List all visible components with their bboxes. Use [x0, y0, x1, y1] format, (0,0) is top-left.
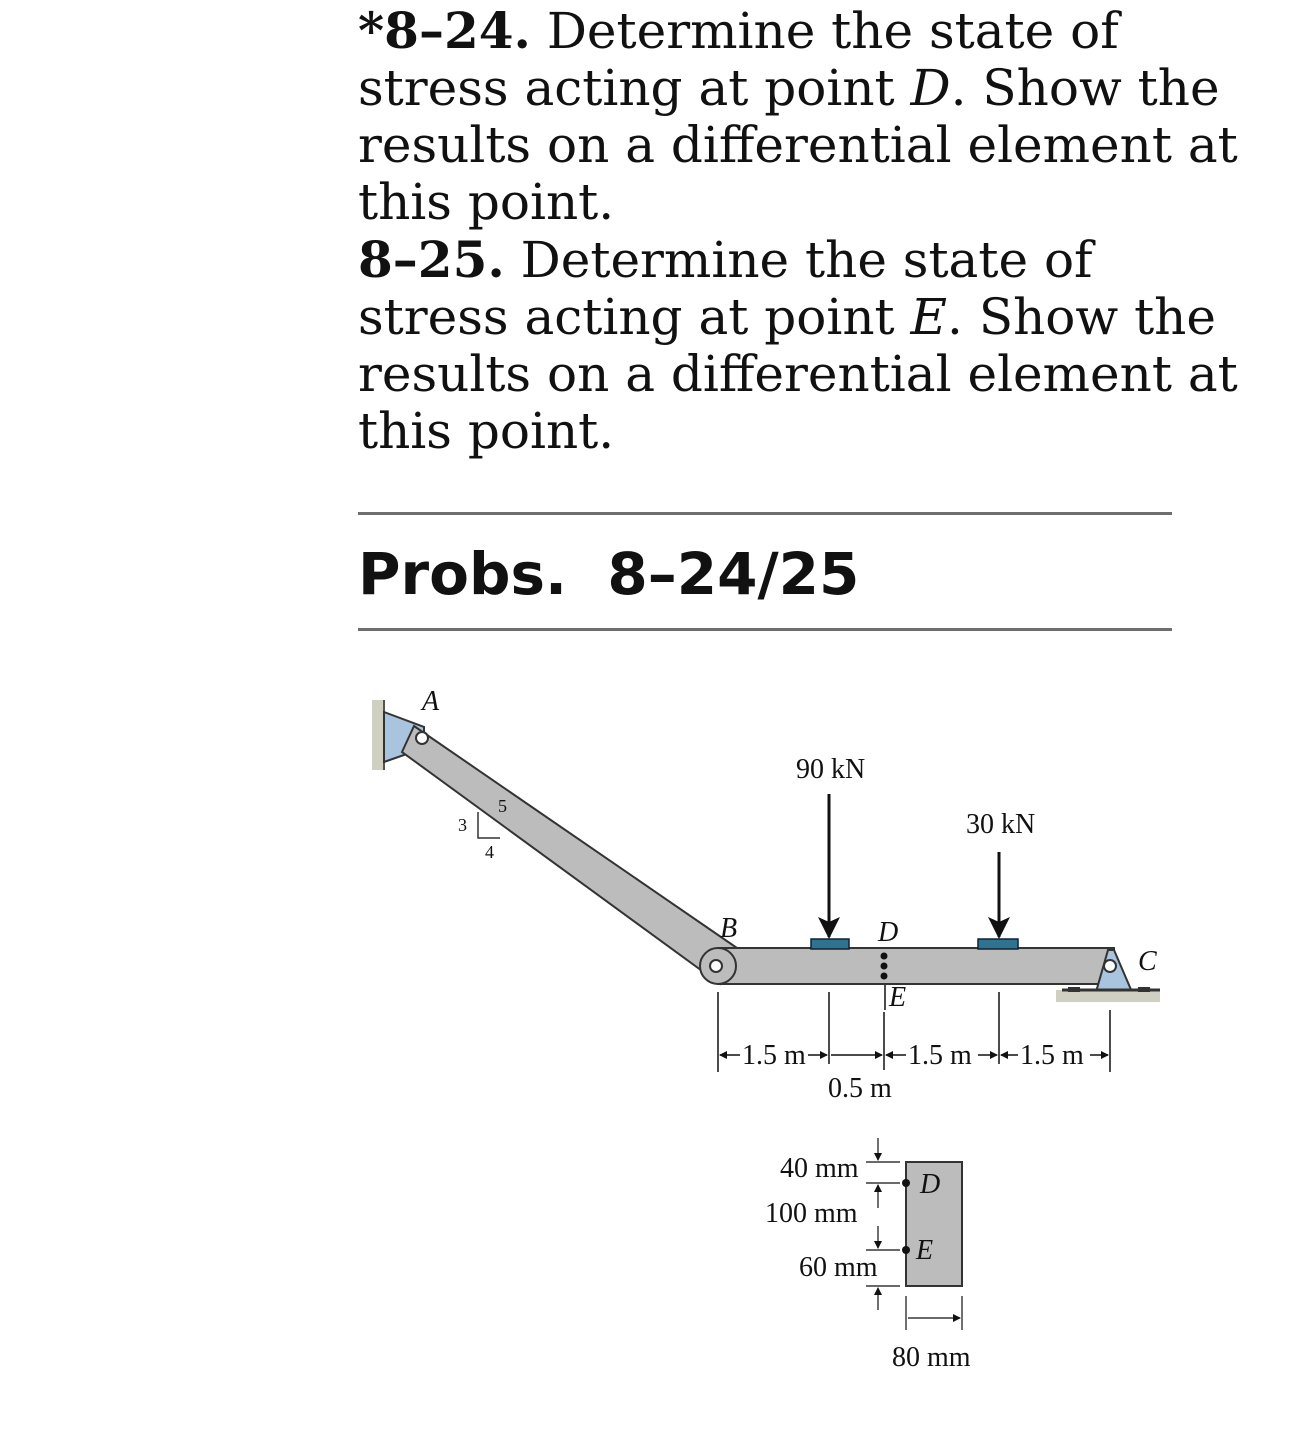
- pin-B: [710, 960, 722, 972]
- problem-point: D: [910, 59, 951, 117]
- point-D-marker: [881, 953, 888, 960]
- label-A: A: [422, 686, 440, 717]
- dim-label-2: 0.5 m: [828, 1073, 892, 1104]
- wall-support: [372, 700, 384, 770]
- dim-label-3: 1.5 m: [908, 1040, 972, 1071]
- section-point-E: [902, 1246, 910, 1254]
- load-plate-90: [811, 939, 849, 949]
- section-dim-40: 40 mm: [780, 1153, 859, 1184]
- problem-number: *8–24.: [358, 1, 531, 60]
- slope-run: 4: [485, 842, 494, 862]
- problem-body: Determine the state of stress acting at point: [358, 2, 1119, 117]
- load-label-30kN: 30 kN: [966, 809, 1036, 840]
- section-dim-80: 80 mm: [892, 1342, 971, 1373]
- load-plate-30: [978, 939, 1018, 949]
- problem-body: . Show the results on a differential element at this point.: [358, 59, 1238, 231]
- label-B: B: [720, 913, 738, 944]
- label-E: E: [889, 982, 907, 1013]
- section-dim-100: 100 mm: [765, 1198, 858, 1229]
- problem-number: 8–25.: [358, 230, 505, 289]
- section-dim-60: 60 mm: [799, 1252, 878, 1283]
- section-point-D: [902, 1179, 910, 1187]
- dim-label-4: 1.5 m: [1020, 1040, 1084, 1071]
- problem-body: Determine the state of stress acting at point: [358, 231, 1093, 346]
- bolt-icon: [1068, 987, 1080, 992]
- slope-hyp: 5: [498, 796, 507, 816]
- section-label-D: D: [920, 1169, 941, 1200]
- horizontal-member-BC: [718, 948, 1114, 984]
- pin-A: [416, 732, 428, 744]
- point-E-marker: [881, 973, 888, 980]
- section-label-E: E: [916, 1235, 934, 1266]
- pin-C: [1104, 960, 1116, 972]
- load-label-90kN: 90 kN: [796, 754, 866, 785]
- inclined-member-AB: [402, 726, 737, 984]
- slope-rise: 3: [458, 815, 467, 835]
- label-C: C: [1138, 946, 1157, 977]
- point-marker: [881, 963, 888, 970]
- figure-caption: Probs. 8–24/25: [358, 540, 860, 608]
- dim-label-1: 1.5 m: [742, 1040, 806, 1071]
- problem-body: . Show the results on a differential element at this point.: [358, 288, 1238, 460]
- problem-point: E: [910, 288, 948, 346]
- label-D: D: [878, 917, 899, 948]
- bolt-icon: [1138, 987, 1150, 992]
